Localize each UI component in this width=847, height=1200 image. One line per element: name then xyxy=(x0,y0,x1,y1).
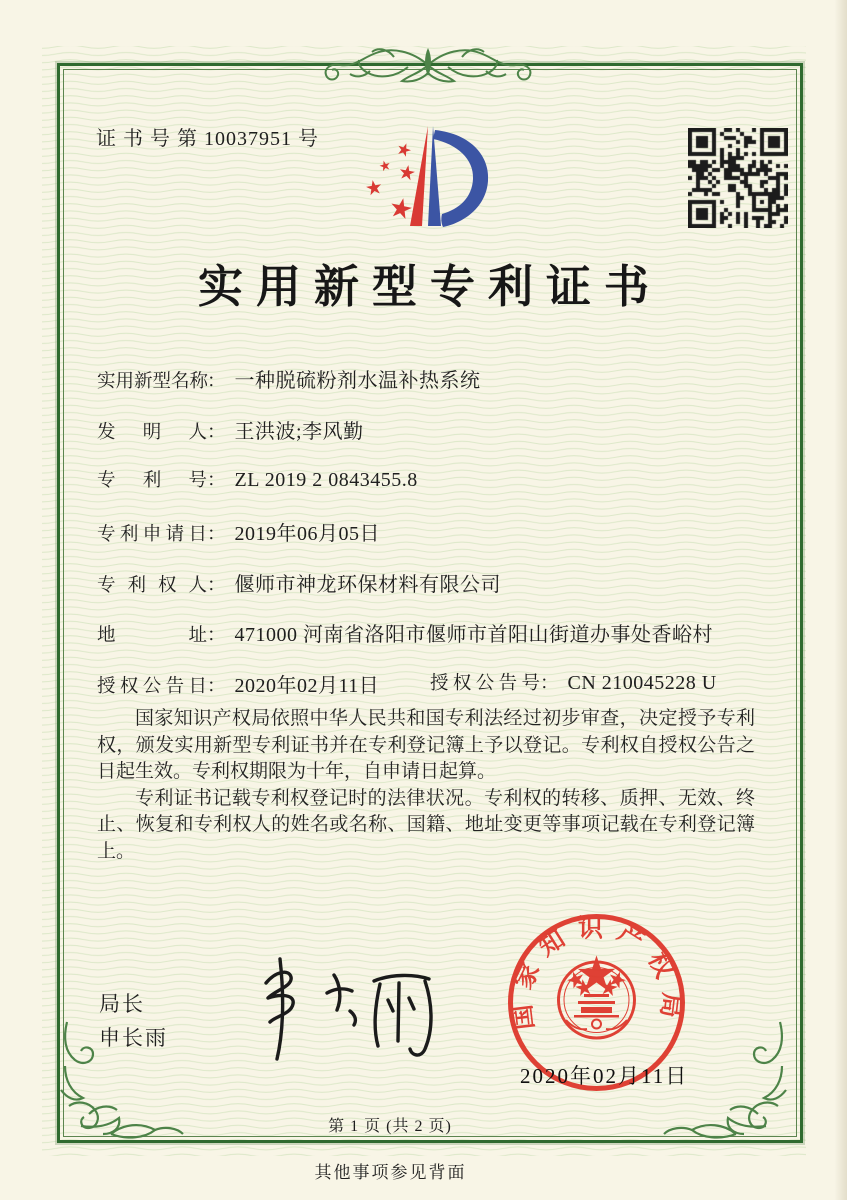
field-row-patentee xyxy=(97,568,501,597)
field-label: 实用新型名称 xyxy=(97,372,209,392)
body-paragraph: 专利证书记载专利权登记时的法律状况。专利权的转移、质押、无效、终止、恢复和专利权人的姓名或名称、国籍、地址变更等事项记载在专利登记簿上。 xyxy=(97,787,755,862)
colon: ： xyxy=(207,372,226,392)
seal-date: 2020年02月11日 xyxy=(520,1064,689,1088)
field-label: 专利号 xyxy=(97,471,207,491)
colon: ： xyxy=(207,525,226,545)
field-value: CN 210045228 U xyxy=(567,672,717,694)
field-row-grant xyxy=(97,669,797,698)
legal-text xyxy=(97,706,755,865)
body-paragraph: 国家知识产权局依照中华人民共和国专利法经过初步审查，决定授予专利权，颁发实用新型专利证书并在专利登记簿上予以登记。专利权自授权公告之日起生效。专利权期限为十年，自申请日起算。 xyxy=(97,708,755,782)
colon: ： xyxy=(207,677,226,697)
footer-note: 其他事项参见背面 xyxy=(314,1163,467,1182)
field-row-name xyxy=(97,364,481,393)
certificate-title: 实用新型专利证书 xyxy=(197,262,662,312)
field-value: 王洪波;李风勤 xyxy=(234,421,364,443)
seal-ring-text: 国家知识产权局 xyxy=(507,915,686,1032)
field-label: 专利权人 xyxy=(97,576,207,596)
field-value: 2019年06月05日 xyxy=(234,523,381,545)
page-number: 第 1 页 (共 2 页) xyxy=(328,1118,452,1135)
top-border-ornament-icon xyxy=(298,35,558,93)
field-value: 471000 河南省洛阳市偃师市首阳山街道办事处香峪村 xyxy=(234,624,714,646)
field-label: 地址 xyxy=(97,626,207,646)
colon: ： xyxy=(207,471,226,491)
field-row-inventor xyxy=(97,415,364,444)
colon: ： xyxy=(207,576,226,596)
field-row-filing-date xyxy=(97,517,380,546)
handwritten-signature-icon xyxy=(232,953,444,1067)
director-name: 申长雨 xyxy=(99,1026,168,1050)
field-row-address xyxy=(97,618,713,647)
field-label: 授权公告日 xyxy=(97,677,207,697)
field-value: 2020年02月11日 xyxy=(234,675,380,697)
colon: ： xyxy=(540,674,559,694)
colon: ： xyxy=(207,423,226,443)
field-row-patent-no xyxy=(97,466,418,492)
field-value: ZL 2019 2 0843455.8 xyxy=(234,469,418,491)
field-value: 偃师市神龙环保材料有限公司 xyxy=(234,574,502,596)
national-emblem-icon xyxy=(559,962,635,1038)
field-label: 专利申请日 xyxy=(97,525,207,545)
colon: ： xyxy=(207,626,226,646)
qr-code xyxy=(688,128,788,228)
certificate-number: 证 书 号 第 10037951 号 xyxy=(96,128,319,150)
cnipa-logo-icon xyxy=(344,110,514,238)
grant-number-group xyxy=(430,669,717,695)
field-label: 发明人 xyxy=(97,423,207,443)
director-title: 局长 xyxy=(99,992,145,1016)
field-value: 一种脱硫粉剂水温补热系统 xyxy=(234,370,481,392)
field-label: 授权公告号 xyxy=(430,674,540,694)
